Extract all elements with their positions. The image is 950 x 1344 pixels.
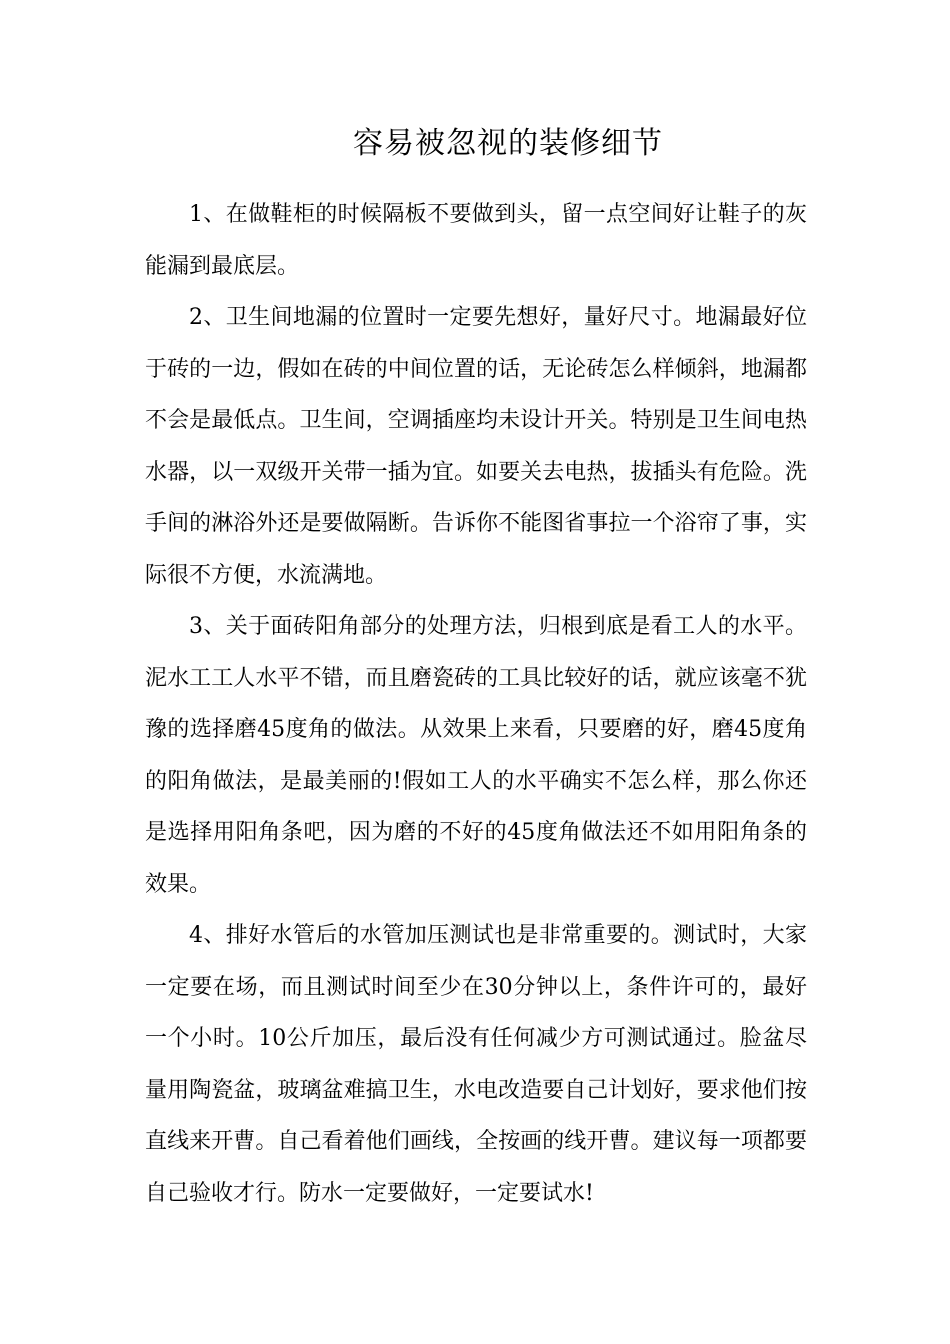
paragraph-3: 3、关于面砖阳角部分的处理方法，归根到底是看工人的水平。泥水工工人水平不错，而且磨瓷砖的工具比较好的话，就应该毫不犹豫的选择磨45度角的做法。从效果上来看，只要磨的好，磨45度角的阳角做法，是最美丽的!假如工人的水平确实不怎么样，那么你还是选择用阳角条吧，因为磨的不好的45度角做法还不如用阳角条的效果。 [145,614,807,897]
paragraph-1: 1、在做鞋柜的时候隔板不要做到头，留一点空间好让鞋子的灰能漏到最底层。 [145,202,807,279]
paragraph-4: 4、排好水管后的水管加压测试也是非常重要的。测试时，大家一定要在场，而且测试时间至少在30分钟以上，条件许可的，最好一个小时。10公斤加压，最后没有任何减少方可测试通过。脸盆尽量用陶瓷盆，玻璃盆难搞卫生，水电改造要自己计划好，要求他们按直线来开曹。自己看着他们画线，全按画的线开曹。建议每一项都要自己验收才行。防水一定要做好，一定要试水! [145,923,807,1206]
document-body [145,189,807,1219]
document-title: 容易被忽视的装修细节 [353,126,663,161]
paragraph-2: 2、卫生间地漏的位置时一定要先想好，量好尺寸。地漏最好位于砖的一边，假如在砖的中间位置的话，无论砖怎么样倾斜，地漏都不会是最低点。卫生间，空调插座均未设计开关。特别是卫生间电热水器，以一双级开关带一插为宜。如要关去电热，拔插头有危险。洗手间的淋浴外还是要做隔断。告诉你不能图省事拉一个浴帘了事，实际很不方便，水流满地。 [145,305,807,588]
